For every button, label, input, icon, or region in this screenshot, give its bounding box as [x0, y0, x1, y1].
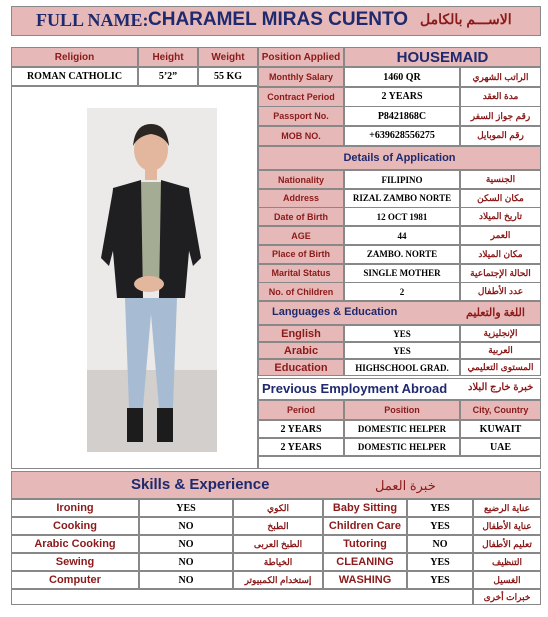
- details-arabic: الحالة الإجتماعية: [460, 264, 541, 283]
- skill-value-right: YES: [407, 571, 473, 589]
- skill-label-right: Children Care: [323, 517, 407, 535]
- skill-value-left: NO: [139, 535, 233, 553]
- weight-header: Weight: [198, 47, 258, 67]
- details-arabic: الجنسية: [460, 170, 541, 189]
- contract-value: 1460 QR: [344, 67, 460, 87]
- skill-label-left: Computer: [11, 571, 139, 589]
- language-value: HIGHSCHOOL GRAD.: [344, 359, 460, 376]
- employment-header-country: City, Country: [460, 400, 541, 420]
- skill-value-right: YES: [407, 553, 473, 571]
- language-value: YES: [344, 342, 460, 359]
- employment-period: 2 YEARS: [258, 420, 344, 438]
- language-arabic: العربية: [460, 342, 541, 359]
- details-label: Address: [258, 189, 344, 208]
- religion-value: ROMAN CATHOLIC: [11, 67, 138, 86]
- full-name-arabic: الاســـم بالكامل: [420, 11, 512, 27]
- details-value: 44: [344, 226, 460, 245]
- employment-title: Previous Employment Abroad: [262, 381, 448, 396]
- skill-label-right: Tutoring: [323, 535, 407, 553]
- contract-value: +639628556275: [344, 126, 460, 146]
- languages-arabic: اللغة والتعليم: [466, 307, 525, 319]
- skill-value-right: YES: [407, 499, 473, 517]
- employment-position: DOMESTIC HELPER: [344, 420, 460, 438]
- skill-label-right: Baby Sitting: [323, 499, 407, 517]
- details-value: RIZAL ZAMBO NORTE: [344, 189, 460, 208]
- position-applied-label: Position Applied: [258, 47, 344, 67]
- skills-title-row: [11, 471, 541, 499]
- skills-arabic: خبرة العمل: [375, 478, 436, 493]
- skill-arabic-right: عناية الأطفال: [473, 517, 541, 535]
- contract-arabic: رقم الموبايل: [460, 126, 541, 146]
- skill-arabic-right: التنظيف: [473, 553, 541, 571]
- skill-arabic-left: الطبخ العربى: [233, 535, 323, 553]
- language-value: YES: [344, 325, 460, 342]
- details-title: Details of Application: [258, 146, 541, 170]
- contract-label: Contract Period: [258, 87, 344, 107]
- skill-label-left: Cooking: [11, 517, 139, 535]
- details-label: No. of Children: [258, 282, 344, 301]
- skill-value-right: NO: [407, 535, 473, 553]
- contract-value: P8421868C: [344, 106, 460, 126]
- skill-arabic-right: الغسيل: [473, 571, 541, 589]
- skill-label-left: Ironing: [11, 499, 139, 517]
- skill-value-right: YES: [407, 517, 473, 535]
- details-arabic: عدد الأطفال: [460, 282, 541, 301]
- details-arabic: العمر: [460, 226, 541, 245]
- skill-arabic-left: الكوي: [233, 499, 323, 517]
- contract-label: Passport No.: [258, 106, 344, 126]
- skills-extra-left: [11, 589, 473, 605]
- skill-value-left: YES: [139, 499, 233, 517]
- skill-arabic-left: الطبخ: [233, 517, 323, 535]
- employment-position: DOMESTIC HELPER: [344, 438, 460, 456]
- skill-arabic-left: الخياطة: [233, 553, 323, 571]
- language-label: English: [258, 325, 344, 342]
- details-value: FILIPINO: [344, 170, 460, 189]
- full-name-label: FULL NAME:: [36, 10, 149, 30]
- employment-country: UAE: [460, 438, 541, 456]
- contract-arabic: مدة العقد: [460, 87, 541, 107]
- details-value: SINGLE MOTHER: [344, 264, 460, 283]
- skill-label-left: Arabic Cooking: [11, 535, 139, 553]
- details-label: AGE: [258, 226, 344, 245]
- height-header: Height: [138, 47, 198, 67]
- language-arabic: المستوى التعليمي: [460, 359, 541, 376]
- details-label: Nationality: [258, 170, 344, 189]
- details-value: 2: [344, 282, 460, 301]
- employment-header-position: Position: [344, 400, 460, 420]
- details-label: Place of Birth: [258, 245, 344, 264]
- height-value: 5’2”: [138, 67, 198, 86]
- contract-value: 2 YEARS: [344, 87, 460, 107]
- weight-value: 55 KG: [198, 67, 258, 86]
- full-name-value: CHARAMEL MIRAS CUENTO: [148, 9, 409, 30]
- contract-label: MOB NO.: [258, 126, 344, 146]
- language-label: Education: [258, 359, 344, 376]
- other-experience-arabic: خبرات أخرى: [473, 589, 541, 605]
- language-label: Arabic: [258, 342, 344, 359]
- contract-arabic: الراتب الشهري: [460, 67, 541, 87]
- skill-value-left: NO: [139, 553, 233, 571]
- position-applied-value: HOUSEMAID: [344, 47, 541, 67]
- details-arabic: تاريخ الميلاد: [460, 207, 541, 226]
- skill-value-left: NO: [139, 517, 233, 535]
- employment-header-period: Period: [258, 400, 344, 420]
- skill-value-left: NO: [139, 571, 233, 589]
- skill-label-left: Sewing: [11, 553, 139, 571]
- skill-arabic-right: تعليم الأطفال: [473, 535, 541, 553]
- details-label: Marital Status: [258, 264, 344, 283]
- languages-title: Languages & Education: [272, 306, 398, 318]
- skills-title: Skills & Experience: [131, 476, 270, 493]
- applicant-photo: [87, 108, 217, 452]
- contract-arabic: رقم جواز السفر: [460, 106, 541, 126]
- skill-label-right: CLEANING: [323, 553, 407, 571]
- employment-country: KUWAIT: [460, 420, 541, 438]
- details-value: ZAMBO. NORTE: [344, 245, 460, 264]
- skill-label-right: WASHING: [323, 571, 407, 589]
- language-arabic: الإنجليزية: [460, 325, 541, 342]
- details-arabic: مكان السكن: [460, 189, 541, 208]
- details-value: 12 OCT 1981: [344, 207, 460, 226]
- religion-header: Religion: [11, 47, 138, 67]
- employment-arabic: خبرة خارج البلاد: [468, 382, 534, 393]
- employment-period: 2 YEARS: [258, 438, 344, 456]
- contract-label: Monthly Salary: [258, 67, 344, 87]
- details-label: Date of Birth: [258, 207, 344, 226]
- skill-arabic-left: إستخدام الكمبيوتر: [233, 571, 323, 589]
- details-arabic: مكان الميلاد: [460, 245, 541, 264]
- employment-empty-row: [258, 456, 541, 469]
- skill-arabic-right: عناية الرضيع: [473, 499, 541, 517]
